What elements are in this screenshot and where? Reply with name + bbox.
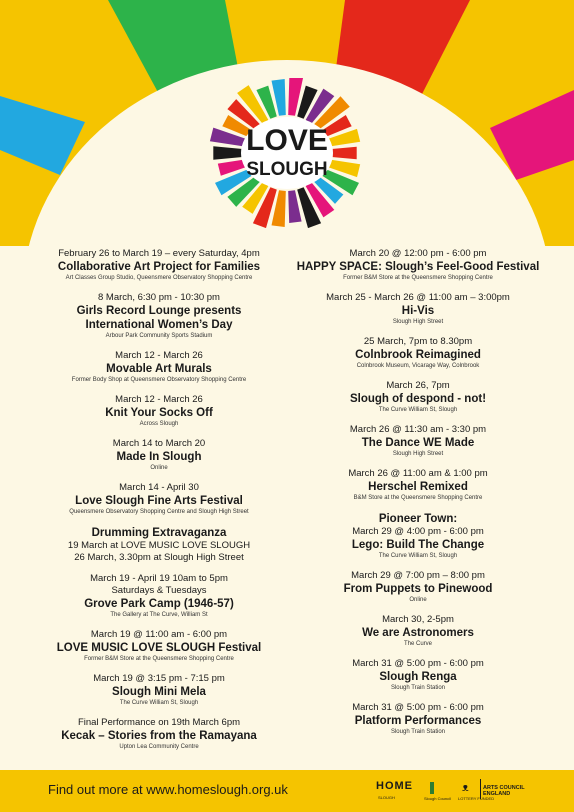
lottery-funded-label: LOTTERY FUNDED	[458, 796, 495, 801]
event-venue: Online	[409, 597, 427, 603]
event-item	[19, 248, 299, 283]
slough-council-mark-icon	[430, 782, 434, 794]
event-item	[19, 438, 299, 473]
event-item	[278, 380, 558, 415]
event-item	[19, 292, 299, 341]
event-title: Slough Mini Mela	[112, 686, 206, 698]
event-item	[278, 570, 558, 605]
event-date: March 20 @ 12:00 pm - 6:00 pm	[349, 248, 487, 259]
event-date: March 26, 7pm	[386, 380, 450, 391]
event-item	[19, 673, 299, 708]
event-title: We are Astronomers	[362, 627, 474, 639]
events-right-column	[278, 248, 558, 746]
event-title: Kecak – Stories from the Ramayana	[61, 730, 257, 742]
event-title: Hi-Vis	[401, 305, 435, 317]
slough-council-logo: Slough Council	[424, 796, 451, 801]
event-venue: Slough Train Station	[390, 729, 446, 735]
event-detail: 19 March at LOVE MUSIC LOVE SLOUGH	[67, 540, 251, 551]
event-date: 8 March, 6:30 pm - 10:30 pm	[98, 292, 220, 303]
event-item	[19, 526, 299, 564]
event-item	[19, 573, 299, 620]
event-title: Colnbrook Reimagined	[355, 349, 481, 361]
logo-word-love: LOVE	[246, 124, 328, 157]
event-item	[278, 702, 558, 737]
event-title: Drumming Extravaganza	[91, 527, 227, 539]
event-venue: The Gallery at The Curve, William St	[110, 612, 208, 618]
event-item	[19, 629, 299, 664]
love-slough-logo	[202, 78, 372, 228]
event-date: March 29 @ 7:00 pm – 8:00 pm	[351, 570, 485, 581]
event-venue: Former B&M Store at the Queensmere Shopping Centre	[343, 275, 493, 281]
event-venue: Former Body Shop at Queensmere Observatory Shopping Centre	[71, 377, 247, 383]
event-date: March 14 to March 20	[112, 438, 206, 449]
event-title: The Dance WE Made	[361, 437, 475, 449]
event-title: Herschel Remixed	[368, 481, 468, 493]
event-item	[278, 614, 558, 649]
event-date: March 30, 2-5pm	[382, 614, 454, 625]
event-venue: The Curve William St, Slough	[378, 407, 458, 413]
event-venue: Art Classes Group Studio, Queensmere Observatory Shopping Centre	[65, 275, 253, 281]
event-date: March 26 @ 11:00 am & 1:00 pm	[348, 468, 488, 479]
event-title: Love Slough Fine Arts Festival	[75, 495, 243, 507]
event-venue: Slough High Street	[392, 451, 444, 457]
event-item	[278, 468, 558, 503]
event-title: Platform Performances	[354, 715, 482, 727]
event-date: 25 March, 7pm to 8.30pm	[363, 336, 473, 347]
event-venue: Former B&M Store at the Queensmere Shopping Centre	[84, 656, 234, 662]
event-venue: Colnbrook Museum, Vicarage Way, Colnbrook	[356, 363, 480, 369]
event-title: Collaborative Art Project for Families	[57, 261, 261, 273]
events-left-column	[19, 248, 299, 761]
event-date-extra: Saturdays & Tuesdays	[111, 585, 207, 596]
event-venue: Queensmere Observatory Shopping Centre and Slough High Street	[69, 509, 249, 515]
event-item	[19, 717, 299, 752]
event-title: Slough Renga	[379, 671, 457, 683]
event-venue: Slough High Street	[392, 319, 444, 325]
event-title: Girls Record Lounge presents	[76, 305, 242, 317]
event-venue: Arbour Park Community Sports Stadium	[105, 333, 213, 339]
event-date: March 19 @ 3:15 pm - 7:15 pm	[93, 673, 225, 684]
event-item	[278, 512, 558, 561]
event-date: March 12 - March 26	[115, 394, 203, 405]
event-date: March 25 - March 26 @ 11:00 am – 3:00pm	[326, 292, 510, 303]
event-date: March 26 @ 11:30 am - 3:30 pm	[349, 424, 487, 435]
event-date: March 19 @ 11:00 am - 6:00 pm	[90, 629, 228, 640]
event-venue: Slough Train Station	[390, 685, 446, 691]
event-item	[19, 482, 299, 517]
event-date: March 14 - April 30	[119, 482, 199, 493]
event-date: March 31 @ 5:00 pm - 6:00 pm	[352, 658, 484, 669]
event-title: From Puppets to Pinewood	[343, 583, 493, 595]
event-venue: The Curve William St, Slough	[119, 700, 199, 706]
event-title: HAPPY SPACE: Slough’s Feel-Good Festival	[296, 261, 540, 273]
event-venue: The Curve William St, Slough	[378, 553, 458, 559]
event-item	[278, 658, 558, 693]
event-item	[278, 292, 558, 327]
event-item	[278, 424, 558, 459]
event-title: LOVE MUSIC LOVE SLOUGH Festival	[56, 642, 262, 654]
footer-bar	[0, 770, 574, 812]
event-title: Knit Your Socks Off	[105, 407, 213, 419]
event-date: February 26 to March 19 – every Saturday, 4pm	[58, 248, 260, 259]
event-item	[278, 248, 558, 283]
website-link[interactable]: Find out more at www.homeslough.org.uk	[48, 782, 288, 797]
event-group-heading: Pioneer Town:	[378, 513, 458, 525]
home-slough-logo: HOME	[376, 780, 413, 792]
event-title: Grove Park Camp (1946-57)	[84, 598, 234, 610]
event-item	[278, 336, 558, 371]
arts-council-logo-line1: ARTS COUNCIL	[483, 785, 525, 791]
event-title: Movable Art Murals	[106, 363, 212, 375]
event-venue: The Curve	[403, 641, 432, 647]
event-venue: Online	[150, 465, 168, 471]
arts-council-logo-line2: ENGLAND	[483, 791, 511, 797]
home-slough-logo-sub: SLOUGH	[378, 795, 395, 800]
event-title-line2: International Women’s Day	[85, 319, 233, 331]
event-venue: Upton Lea Community Centre	[119, 744, 199, 750]
logo-word-slough: SLOUGH	[246, 159, 328, 180]
event-date: March 29 @ 4:00 pm - 6:00 pm	[352, 526, 484, 537]
event-date: March 19 - April 19 10am to 5pm	[90, 573, 228, 584]
event-title: Made In Slough	[116, 451, 202, 463]
event-date: March 31 @ 5:00 pm - 6:00 pm	[352, 702, 484, 713]
event-venue: B&M Store at the Queensmere Shopping Centre	[353, 495, 483, 501]
lottery-icon: ᴥ	[462, 782, 469, 794]
event-item	[19, 394, 299, 429]
event-title: Lego: Build The Change	[351, 539, 485, 551]
event-title: Slough of despond - not!	[349, 393, 487, 405]
event-date: Final Performance on 19th March 6pm	[77, 717, 241, 728]
event-detail: 26 March, 3.30pm at Slough High Street	[74, 552, 244, 563]
event-item	[19, 350, 299, 385]
event-date: March 12 - March 26	[115, 350, 203, 361]
event-venue: Across Slough	[139, 421, 179, 427]
